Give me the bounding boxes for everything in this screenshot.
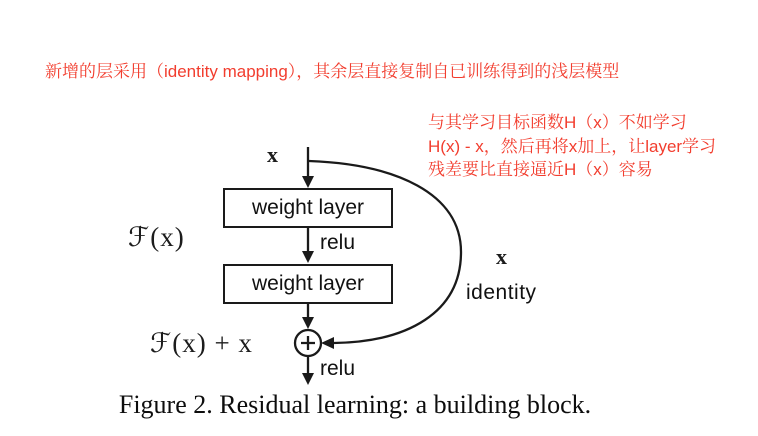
residual-function-label: ℱ(x): [128, 222, 185, 252]
input-x-label: x: [267, 142, 279, 167]
top-annotation-note: 新增的层采用（identity mapping），其余层直接复制自已训练得到的浅层模型: [45, 62, 620, 81]
identity-x-label: x: [496, 244, 508, 269]
to-sum-arrowhead: [302, 317, 314, 329]
relu-out-label: relu: [320, 357, 356, 380]
output-arrowhead: [302, 373, 314, 385]
weight-layer-box-2: weight layer: [223, 264, 393, 304]
side-annotation-note: [428, 111, 716, 182]
weight-layer-box-1: weight layer: [223, 188, 393, 228]
identity-label: identity: [466, 281, 537, 304]
sum-label: ℱ(x) + x: [150, 328, 253, 358]
figure-caption: Figure 2. Residual learning: a building block.: [118, 390, 592, 419]
input-arrowhead: [302, 176, 314, 188]
skip-arrowhead: [321, 337, 334, 349]
relu-arrowhead: [302, 251, 314, 263]
side-note-line-2: H(x) - x，然后再将x加上，让layer学习: [428, 136, 717, 156]
side-note-line-3: 残差要比直接逼近H（x）容易: [428, 160, 653, 179]
side-note-line-1: 与其学习目标函数H（x）不如学习: [428, 113, 687, 132]
add-circle-icon: [295, 330, 321, 356]
relu-mid-label: relu: [320, 231, 356, 254]
